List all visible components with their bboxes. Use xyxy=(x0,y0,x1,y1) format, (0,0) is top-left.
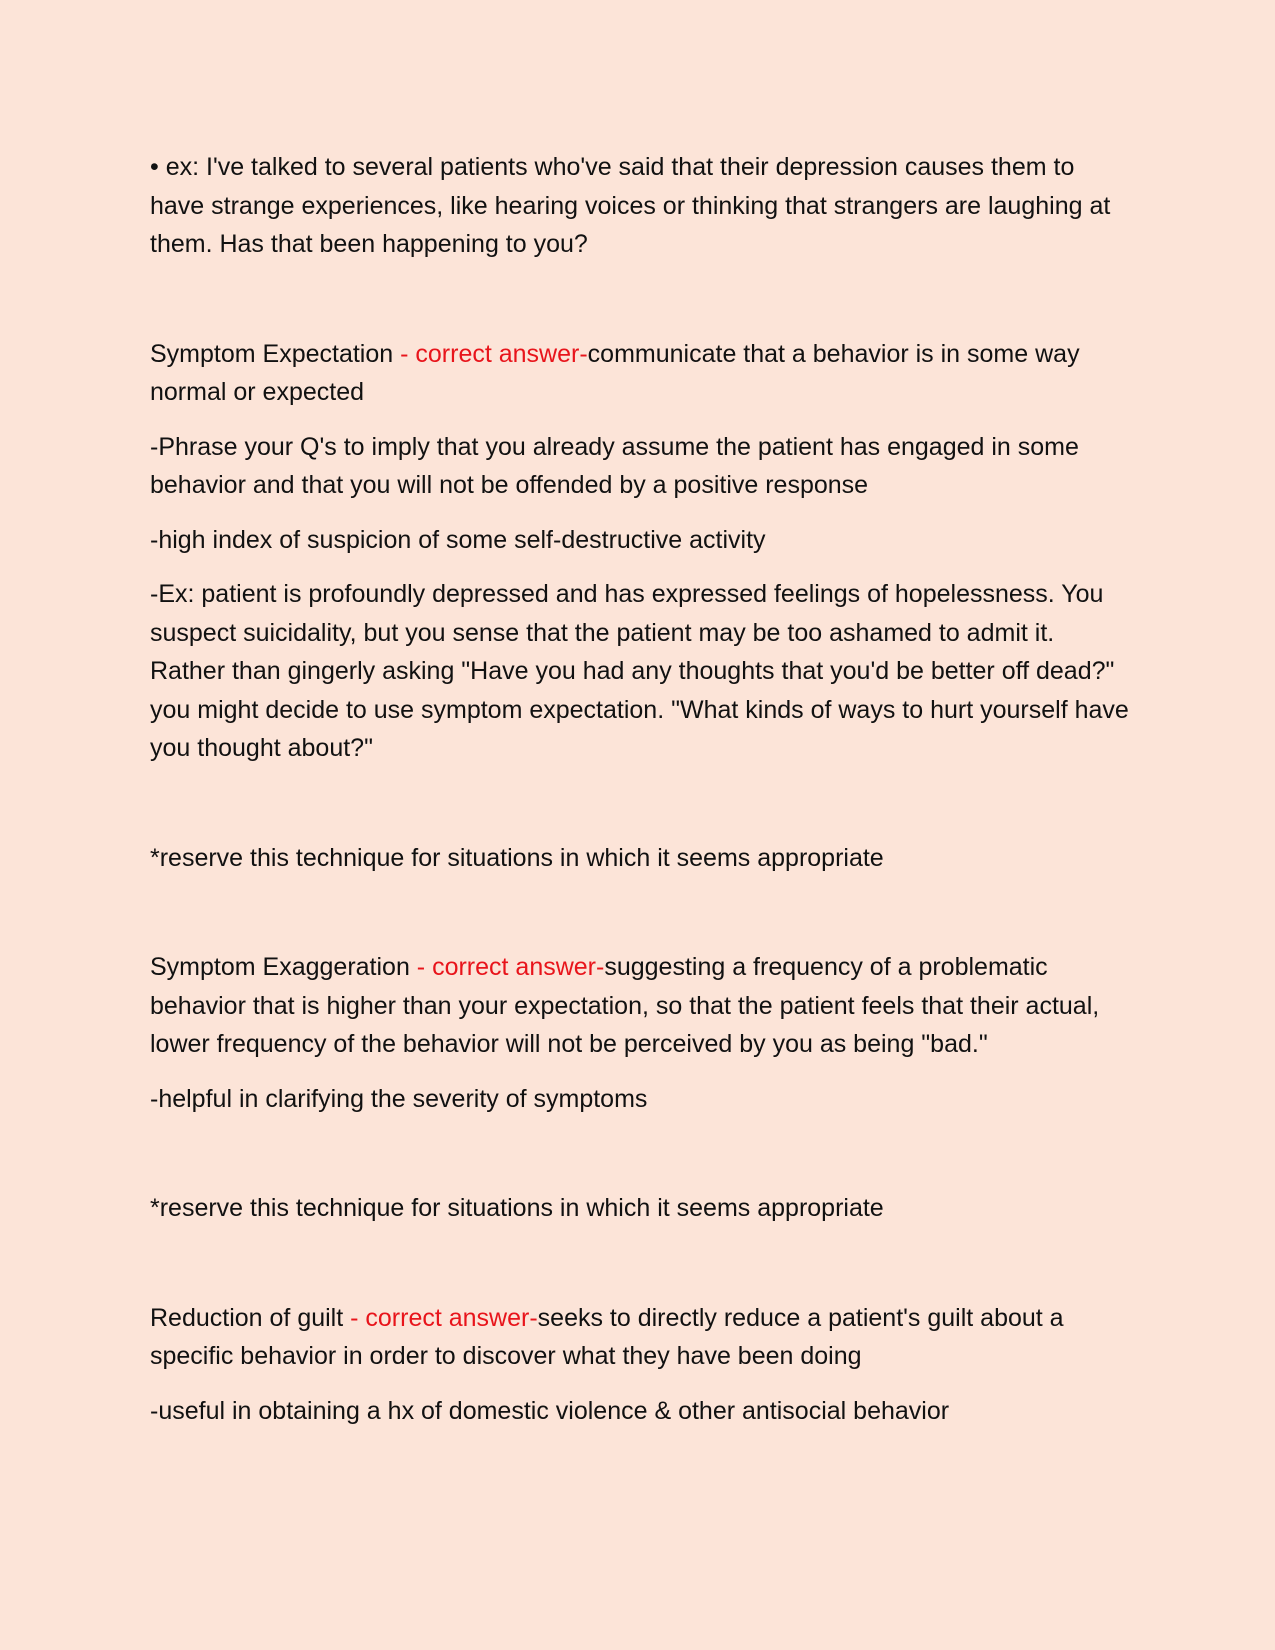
term-definition: suggesting a frequency of a problematic behavior that is higher than your expectation, so that the patient feels that their actual, lower frequency of the behavior will not be perceived by you as being "bad." xyxy=(150,953,1100,1058)
answer-marker: - correct answer- xyxy=(350,1303,538,1332)
document-body xyxy=(150,148,1130,1430)
term-definition: seeks to directly reduce a patient's guilt about a specific behavior in order to discover what they have been doing xyxy=(150,1303,1064,1370)
note-reserve-technique: *reserve this technique for situations in which it seems appropriate xyxy=(150,1194,884,1222)
example-bullet: • ex: I've talked to several patients who've said that their depression causes them to have strange experiences, like hearing voices or thinking that strangers are laughing at them. Has that been happening to you? xyxy=(150,153,1111,258)
note-clarifying-severity: -helpful in clarifying the severity of symptoms xyxy=(150,1084,648,1113)
term-label: Symptom Exaggeration xyxy=(150,953,417,981)
term-label: Reduction of guilt xyxy=(150,1303,351,1332)
term-label: Symptom Expectation xyxy=(150,339,401,368)
answer-marker: - correct answer- xyxy=(400,339,588,368)
note-domestic-violence: -useful in obtaining a hx of domestic violence & other antisocial behavior xyxy=(150,1396,950,1425)
note-high-index: -high index of suspicion of some self-destructive activity xyxy=(150,525,766,554)
term-symptom-expectation xyxy=(150,335,1130,412)
note-example-suicidality: -Ex: patient is profoundly depressed and has expressed feelings of hopelessness. You suspect suicidality, but you sense that the patient may be too ashamed to admit it. Rather than gingerly asking "Have you had any thoughts that you'd be better off dead?" you might decide to use symptom expectation. "What kinds of ways to hurt yourself have you thought about?" xyxy=(150,580,1129,762)
note-reserve-technique: *reserve this technique for situations in which it seems appropriate xyxy=(150,843,884,872)
answer-marker: - correct answer- xyxy=(416,953,605,981)
term-symptom-exaggeration xyxy=(150,948,1130,1064)
term-definition: communicate that a behavior is in some way normal or expected xyxy=(150,339,1080,406)
note-phrase-questions: -Phrase your Q's to imply that you already assume the patient has engaged in some behavior and that you will not be offended by a positive response xyxy=(150,432,1079,499)
term-reduction-of-guilt xyxy=(150,1299,1130,1376)
